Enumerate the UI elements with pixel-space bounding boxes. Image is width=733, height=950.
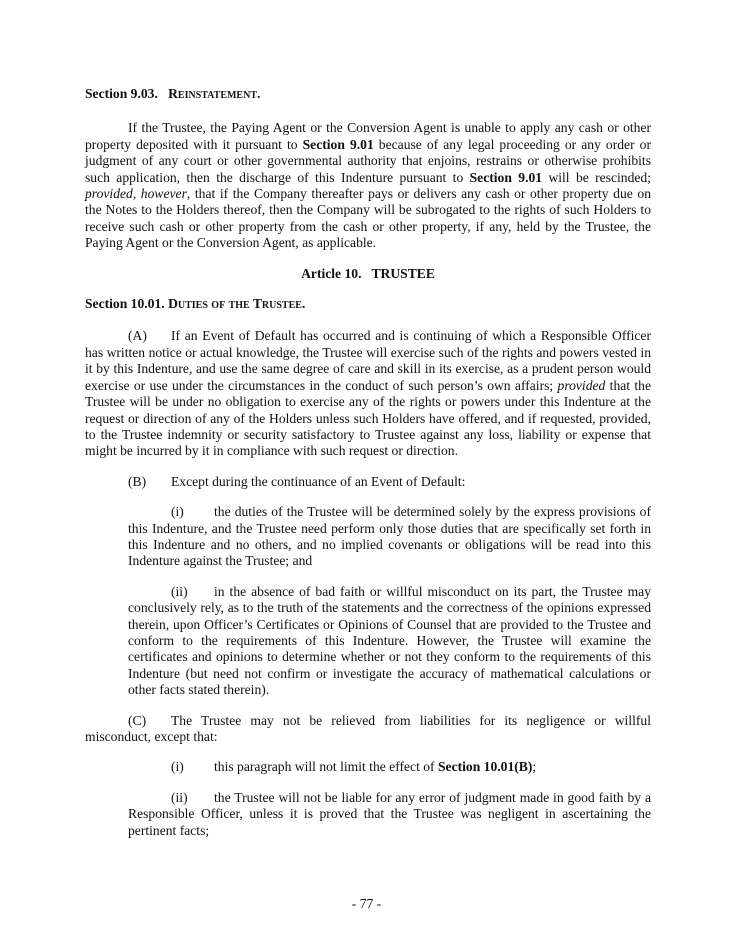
article-number: Article 10. xyxy=(301,265,362,281)
paragraph-c-i: (i) this paragraph will not limit the effect of Section 10.01(B); xyxy=(171,759,537,775)
paragraph-a: (A) If an Event of Default has occurred and is continuing of which a Responsible Officer has written notice or actual knowledge, the Trustee will exercise such of the rights and powers vested in it by this Indenture, and use the same degree of care and skill in its exercise, as a prudent person would exercise or use under the circumstances in the conduct of such person’s own affairs; provided that the Trustee will be under no obligation to exercise any of the rights or powers under this Indenture at the request or direction of any of the Holders unless such Holders have offered, and if requested, provided, to the Trustee indemnity or security satisfactory to Trustee against any loss, liability or expense that might be incurred by it in compliance with such request or direction. xyxy=(85,328,651,459)
article-heading xyxy=(85,266,651,282)
section-number: Section 9.03. xyxy=(85,86,158,101)
section-heading-10-01 xyxy=(85,296,651,312)
paragraph-c: (C) The Trustee may not be relieved from liabilities for its negligence or willful misconduct, except that: xyxy=(85,712,651,744)
article-title: TRUSTEE xyxy=(371,265,435,281)
clause-label: (A) xyxy=(128,328,147,344)
section-title: Duties of the Trustee. xyxy=(168,296,306,312)
section-number: Section 10.01. xyxy=(85,296,165,312)
clause-label: (ii) xyxy=(171,789,188,805)
paragraph-c-ii: (ii) the Trustee will not be liable for any error of judgment made in good faith by a Responsible Officer, unless it is proved that the Trustee was negligent in ascertaining the pertinent facts; xyxy=(128,789,651,838)
clause-label: (i) xyxy=(171,504,184,520)
section-heading-9-03 xyxy=(85,86,651,102)
paragraph-b: (B) Except during the continuance of an Event of Default: xyxy=(128,473,466,489)
paragraph-reinstatement: If the Trustee, the Paying Agent or the Conversion Agent is unable to apply any cash or other property deposited with it pursuant to Section 9.01 because of any legal proceeding or any order or judgment of any court or other governmental authority that enjoins, restrains or otherwise prohibits such application, then the discharge of this Indenture pursuant to Section 9.01 will be rescinded; provided, however, that if the Company thereafter pays or delivers any cash or other property due on the Notes to the Holders thereof, then the Company will be subrogated to the rights of such Holders to receive such cash or other property from the cash or other property, if any, held by the Trustee, the Paying Agent or the Conversion Agent, as applicable. xyxy=(85,120,652,251)
paragraph-b-i: (i) the duties of the Trustee will be determined solely by the express provisions of this Indenture, and the Trustee need perform only those duties that are specifically set forth in this Indenture and no others, and no implied covenants or obligations will be read into this Indenture against the Trustee; and xyxy=(128,504,651,569)
clause-label: (B) xyxy=(128,473,147,489)
clause-label: (i) xyxy=(171,759,184,775)
clause-label: (C) xyxy=(128,712,147,728)
paragraph-b-ii: (ii) in the absence of bad faith or willful misconduct on its part, the Trustee may conclusively rely, as to the truth of the statements and the correctness of the opinions expressed therein, upon Officer’s Certificates or Opinions of Counsel that are provided to the Trustee and conform to the requirements of this Indenture. However, the Trustee will examine the certificates and opinions to determine whether or not they conform to the requirements of this Indenture (but need not confirm or investigate the accuracy of mathematical calculations or other facts stated therein). xyxy=(128,583,651,698)
document-page xyxy=(85,86,651,853)
section-title: Reinstatement. xyxy=(168,86,261,101)
page-number: - 77 - xyxy=(351,896,382,911)
clause-label: (ii) xyxy=(171,583,188,599)
